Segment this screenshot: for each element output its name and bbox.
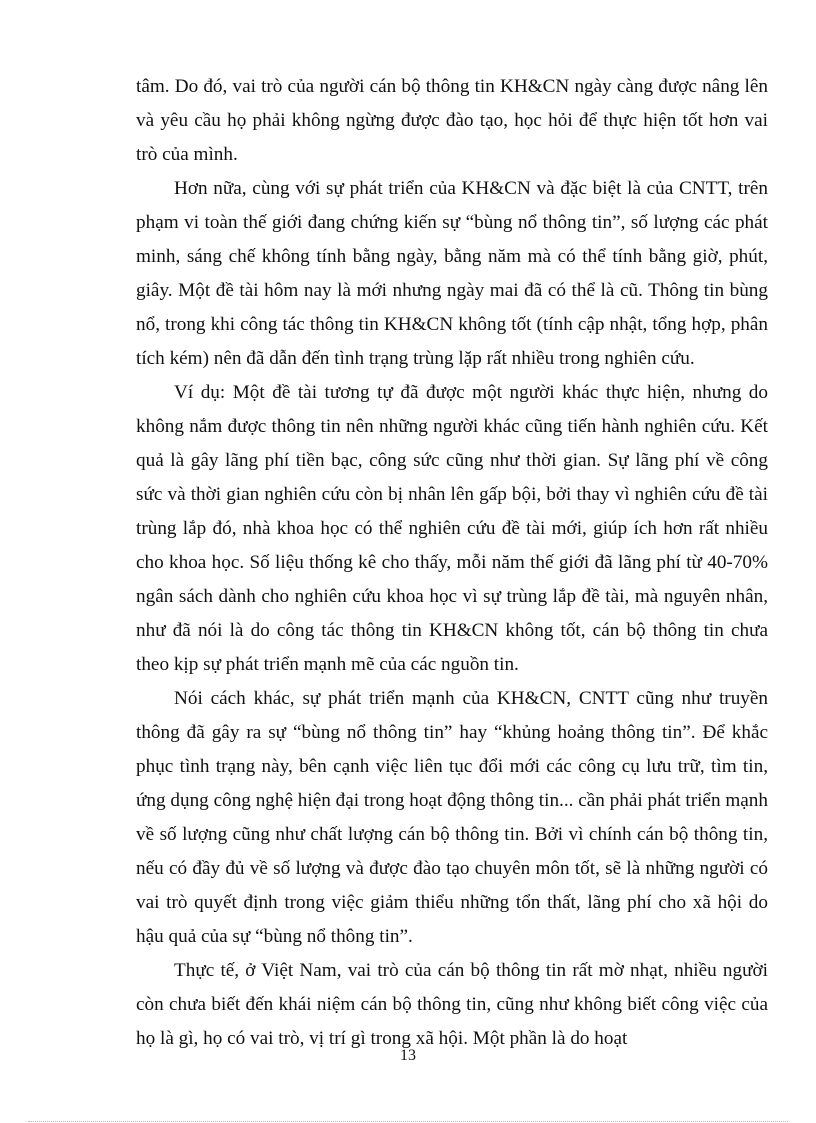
paragraph-continuation: tâm. Do đó, vai trò của người cán bộ thông tin KH&CN ngày càng được nâng lên và yêu cầu họ phải không ngừng được đào tạo, học hỏi để thực hiện tốt hơn vai trò của mình. — [136, 76, 768, 165]
paragraph-information-explosion: Hơn nữa, cùng với sự phát triển của KH&CN và đặc biệt là của CNTT, trên phạm vi toàn thế giới đang chứng kiến sự “bùng nổ thông tin”, số lượng các phát minh, sáng chế không tính bằng ngày, bằng năm mà có thể tính bằng giờ, phút, giây. Một đề tài hôm nay là mới nhưng ngày mai đã có thể là cũ. Thông tin bùng nổ, trong khi công tác thông tin KH&CN không tốt (tính cập nhật, tổng hợp, phân tích kém) nên đã dẫn đến tình trạng trùng lặp rất nhiều trong nghiên cứu. — [136, 178, 768, 369]
page-number: 13 — [400, 1047, 416, 1064]
page-body — [136, 70, 768, 1056]
paragraph-in-other-words: Nói cách khác, sự phát triển mạnh của KH&CN, CNTT cũng như truyền thông đã gây ra sự “bùng nổ thông tin” hay “khủng hoảng thông tin”. Để khắc phục tình trạng này, bên cạnh việc liên tục đổi mới các công cụ lưu trữ, tìm tin, ứng dụng công nghệ hiện đại trong hoạt động thông tin... cần phải phát triển mạnh về số lượng cũng như chất lượng cán bộ thông tin. Bởi vì chính cán bộ thông tin, nếu có đầy đủ về số lượng và được đào tạo chuyên môn tốt, sẽ là những người có vai trò quyết định trong việc giảm thiểu những tổn thất, lãng phí cho xã hội do hậu quả của sự “bùng nổ thông tin”. — [136, 688, 768, 947]
paragraph-vietnam-reality: Thực tế, ở Việt Nam, vai trò của cán bộ thông tin rất mờ nhạt, nhiều người còn chưa biết đến khái niệm cán bộ thông tin, cũng như không biết công việc của họ là gì, họ có vai trò, vị trí gì trong xã hội. Một phần là do hoạt — [136, 960, 768, 1049]
page-bottom-divider — [28, 1121, 788, 1122]
paragraph-example: Ví dụ: Một đề tài tương tự đã được một người khác thực hiện, nhưng do không nắm được thông tin nên những người khác cũng tiến hành nghiên cứu. Kết quả là gây lãng phí tiền bạc, công sức cũng như thời gian. Sự lãng phí về công sức và thời gian nghiên cứu còn bị nhân lên gấp bội, bởi thay vì nghiên cứu đề tài trùng lắp đó, nhà khoa học có thể nghiên cứu đề tài mới, giúp ích hơn rất nhiều cho khoa học. Số liệu thống kê cho thấy, mỗi năm thế giới đã lãng phí từ 40-70% ngân sách dành cho nghiên cứu khoa học vì sự trùng lắp đề tài, mà nguyên nhân, như đã nói là do công tác thông tin KH&CN không tốt, cán bộ thông tin chưa theo kịp sự phát triển mạnh mẽ của các nguồn tin. — [136, 382, 768, 675]
